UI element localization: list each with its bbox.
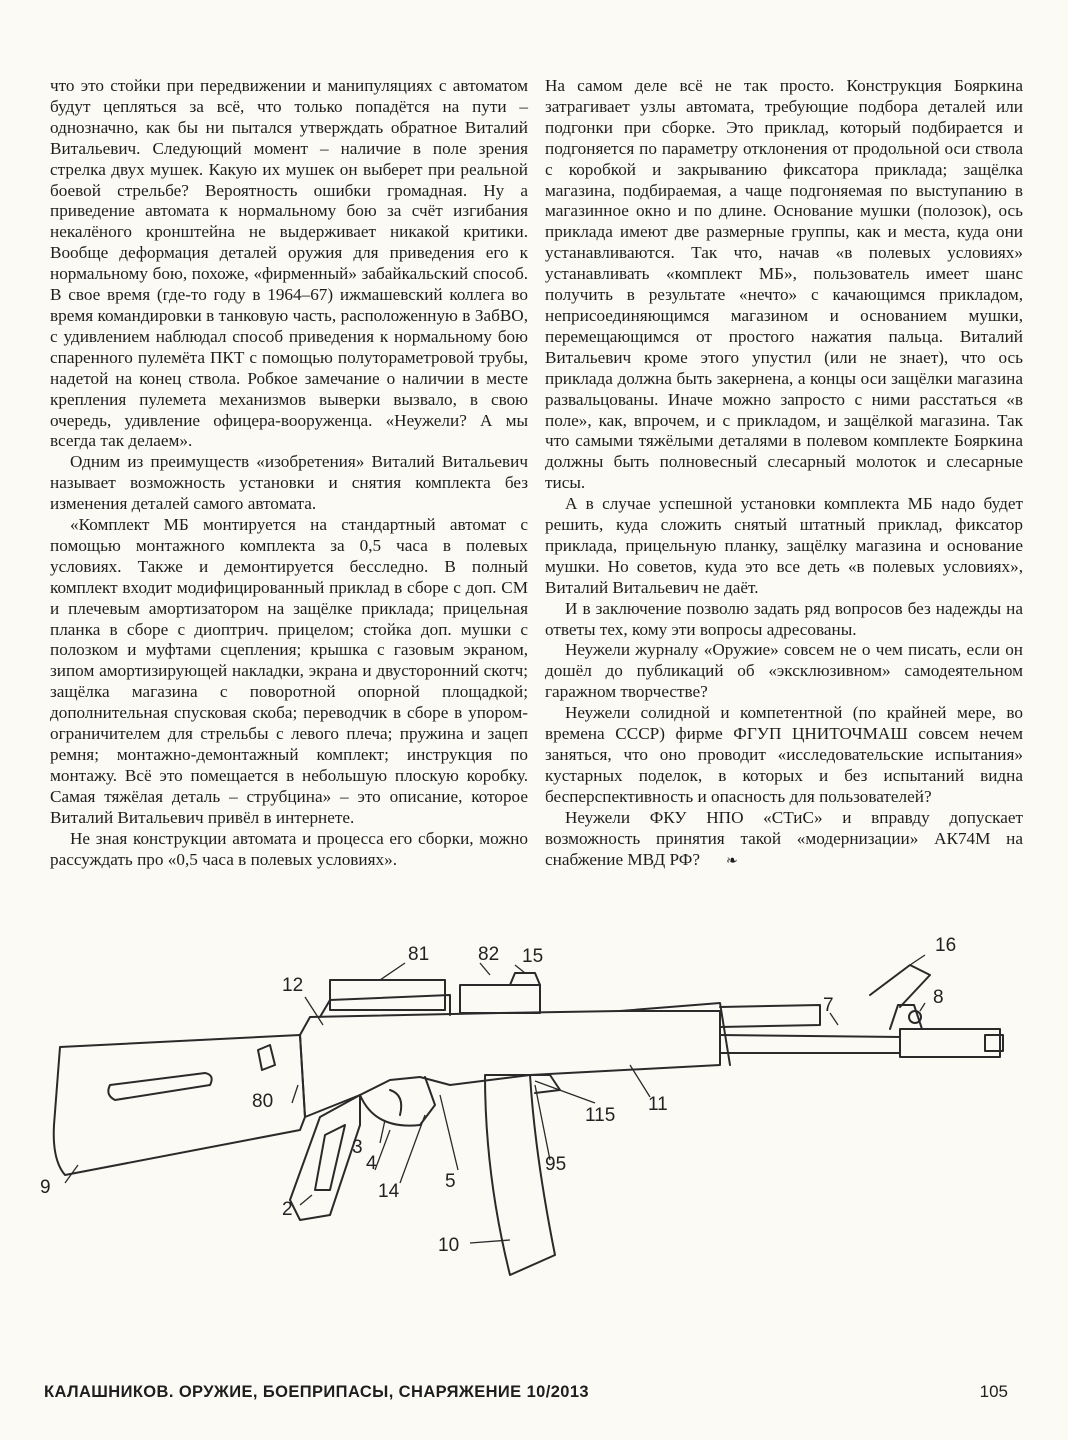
paragraph: что это стойки при передвижении и манипуляциях с автоматом будут цепляться за всё, что только попадётся на пути – однозначно, как бы ни пытался утверждать обратное Виталий Витальевич. Следующий момент – наличие в поле зрения стрелка двух мушек. Какую их мушек он выберет при реальной боевой стрельбе? Вероятность ошибки громадная. Ну а приведение автомата к нормальному бою за счёт изгибания некалёного кронштейна не выдерживает никакой критики. Вообще деформация деталей оружия для приведения его к нормальному бою, похоже, «фирменный» забайкальский способ. В свое время (где-то году в 1964–67) ижмашевский коллега во время командировки в танковую часть, расположенную в ЗабВО, с удивлением наблюдал способ приведения к нормальному бою спаренного пулемёта ПКТ с помощью полутораметровой трубы, надетой на конец ствола. Робкое замечание о наличии в месте крепления пулемета механизмов выверки вызвало, в свою очередь, удивление офицера-вооруженца. «Неужели? А мы всегда так делаем». [50,76,528,451]
callout-3: 3 [352,1137,363,1158]
sling-swivel [258,1045,275,1070]
paragraph: А в случае успешной установки комплекта МБ надо будет решить, куда сложить снятый штатный приклад, фиксатор приклада, прицельную планку, защёлку магазина и основание мушки. Но советов, куда это все деть «в полевых условиях», Виталий Витальевич не даёт. [545,494,1023,597]
callout-81: 81 [408,944,430,965]
gas-tube [720,1005,820,1027]
right-column [545,76,1023,872]
grip-slot [315,1125,345,1190]
page-footer [44,1382,1008,1402]
callout-80: 80 [252,1091,274,1112]
handguard [620,1003,730,1065]
end-of-article-mark: ❧ [725,853,738,869]
additional-sight-post [870,965,930,1007]
magazine [485,1075,555,1275]
page-number: 105 [979,1382,1008,1401]
callout-95: 95 [545,1154,567,1175]
trigger [390,1090,401,1115]
paragraph: Не зная конструкции автомата и процесса его сборки, можно рассуждать про «0,5 часа в полевых условиях». [50,828,528,869]
callout-11: 11 [648,1094,668,1115]
callout-9: 9 [40,1177,51,1198]
callout-14: 14 [378,1181,400,1202]
callout-10: 10 [438,1235,460,1256]
callout-15: 15 [522,946,544,967]
sight-knob [909,1011,921,1023]
callout-2: 2 [282,1199,293,1220]
callout-4: 4 [366,1153,377,1174]
paragraph: Неужели ФКУ НПО «СТиС» и вправду допускает возможность принятия такой «модернизации» АК74М на снабжение МВД РФ? ❧ [545,808,1023,873]
callout-82: 82 [478,944,500,965]
paragraph: Неужели солидной и компетентной (по крайней мере, во времена СССР) фирме ФГУП ЦНИТОЧМАШ совсем нечем заняться, что оно проводит «исследовательские испытания» кустарных поделок, в которых и без испытаний видна бесперспективность и опасность для пользователей? [545,703,1023,806]
sight-rail [460,985,540,1013]
rifle-diagram [30,925,1050,1295]
paragraph: «Комплект МБ монтируется на стандартный автомат с помощью монтажного комплекта за 0,5 часа в полевых условиях. Также и демонтируется бесследно. В полный комплект входит модифицированный приклад в сборе с доп. СМ и плечевым амортизатором на защёлке приклада; прицельная планка в сборе с диоптрич. прицелом; стойка доп. мушки с полозком и муфтами сцепления; крышка с газовым экраном, зипом амортизирующей накладки, экрана и двусторонний скотч; защёлка магазина с поворотной опорной площадкой; дополнительная спусковая скоба; переводчик в сборе в упором-ограничителем для стрельбы с левого плеча; пружина и зацеп ремня; монтажно-демонтажный комплект; инструкция по монтажу. Всё это помещается в небольшую плоскую коробку. Самая тяжёлая деталь – струбцина» – это описание, которое Виталий Витальевич привёл в интернете. [50,515,528,827]
callout-7: 7 [823,995,834,1016]
rear-sight [510,973,540,985]
callout-16: 16 [935,935,957,956]
journal-name: КАЛАШНИКОВ. ОРУЖИЕ, БОЕПРИПАСЫ, СНАРЯЖЕНИЕ 10/2013 [44,1383,590,1401]
paragraph: И в заключение позволю задать ряд вопросов без надежды на ответы тех, кому эти вопросы адресованы. [545,598,1023,639]
callout-115: 115 [585,1105,616,1126]
callout-12: 12 [282,975,304,996]
paragraph: Одним из преимуществ «изобретения» Виталий Витальевич называет возможность установки и снятия комплекта без изменения деталей самого автомата. [50,452,528,514]
pistol-grip [290,1095,360,1220]
callout-5: 5 [445,1171,456,1192]
paragraph: На самом деле всё не так просто. Конструкция Бояркина затрагивает узлы автомата, требующие подбора деталей или подгонки при сборке. Это приклад, который подбирается и подгоняется по параметру отклонения от продольной оси ствола с коробкой и закрыванию фиксатора приклада; защёлка магазина, подбираемая, а чаще подгоняемая по выступанию в магазинное окно и по длине. Основание мушки (полозок), ось приклада имеют две размерные группы, как и места, куда они устанавливаются. Так что, начав «в полевых условиях» устанавливать «комплект МБ», пользователь имеет шанс получить в результате «нечто» с качающимся прикладом, неприсоединяющимся магазином и основанием мушки, перемещающимся от простого нажатия пальца. Виталий Витальевич кроме этого упустил (или не знает), что ось приклада должна быть закернена, а концы оси защёлки магазина развальцованы. Иначе можно запросто с ними расстаться «в поле», как, впрочем, и с прикладом, и защёлкой магазина. Так что самыми тяжёлыми деталями в полевом комплекте Бояркина должны быть полновесный слесарный молоток и слесарные тисы. [545,76,1023,493]
left-column [50,76,528,870]
front-sight-base [890,1005,922,1029]
callout-8: 8 [933,987,944,1008]
barrel [720,1035,900,1053]
paragraph: Неужели журналу «Оружие» совсем не о чем писать, если он дошёл до публикаций об «эксклюзивном» самодеятельном гаражном творчестве? [545,640,1023,702]
stock-slot [108,1073,211,1100]
